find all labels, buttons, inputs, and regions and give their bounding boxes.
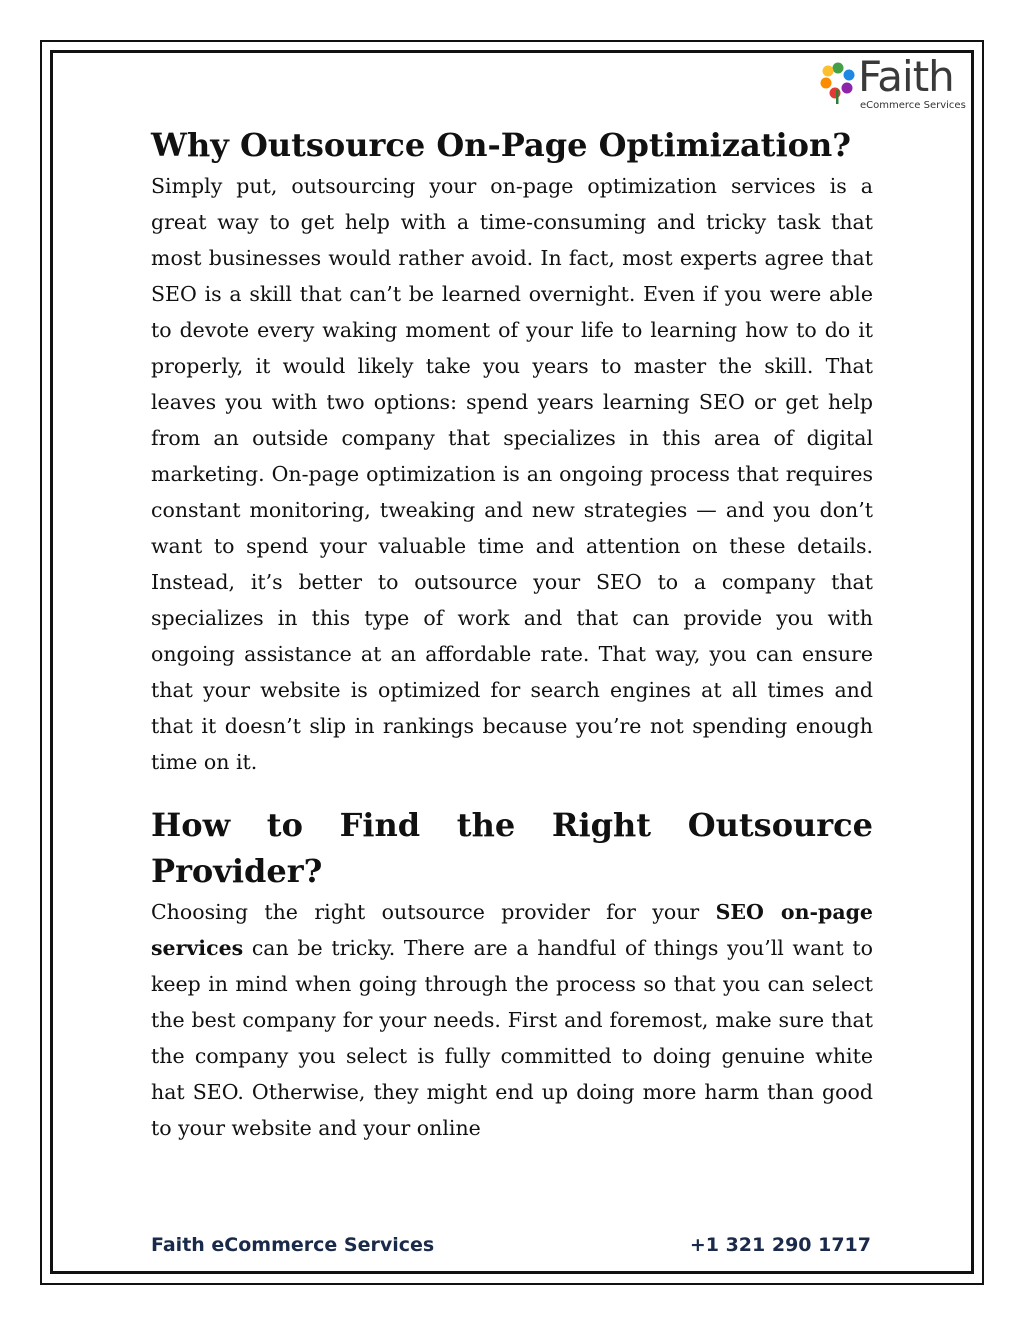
paragraph-text: Choosing the right outsource provider for your [151,900,716,924]
paragraph-text: can be tricky. There are a handful of things you’ll want to keep in mind when going through the process so that you can select the best company for your needs. First and foremost, make sure that the company you select is fully committed to doing genuine white hat SEO. Otherwise, they might end up doing more harm than good to your website and your online [151,936,873,1140]
logo-wordmark: Faith [858,52,954,101]
section-heading-find-provider: How to Find the Right Outsource Provider? [151,806,873,890]
section-paragraph-why-outsource: Simply put, outsourcing your on-page optimization services is a great way to get help with a time-consuming and tricky task that most businesses would rather avoid. In fact, most experts agree that SEO is a skill that can’t be learned overnight. Even if you were able to devote every waking moment of your life to learning how to do it properly, it would likely take you years to master the skill. That leaves you with two options: spend years learning SEO or get help from an outside company that specializes in this area of digital marketing. On-page optimization is an ongoing process that requires constant monitoring, tweaking and new strategies — and you don’t want to spend your valuable time and attention on these details. Instead, it’s better to outsource your SEO to a company that specializes in this type of work and that can provide you with ongoing assistance at an affordable rate. That way, you can ensure that your website is optimized for search engines at all times and that it doesn’t slip in rankings because you’re not spending enough time on it. [151,174,873,774]
section-paragraph-find-provider [151,894,873,1146]
seo-services-link-text: SEO on-page services [151,900,873,960]
logo-tagline: eCommerce Services [860,100,966,111]
footer-phone-number: +1 321 290 1717 [689,1234,871,1256]
document-body [151,122,873,1146]
flower-icon [820,60,856,104]
faith-logo [820,52,970,114]
section-heading-why-outsource: Why Outsource On-Page Optimization? [151,126,851,164]
footer-company-name: Faith eCommerce Services [151,1234,435,1256]
page-footer [151,1234,871,1256]
